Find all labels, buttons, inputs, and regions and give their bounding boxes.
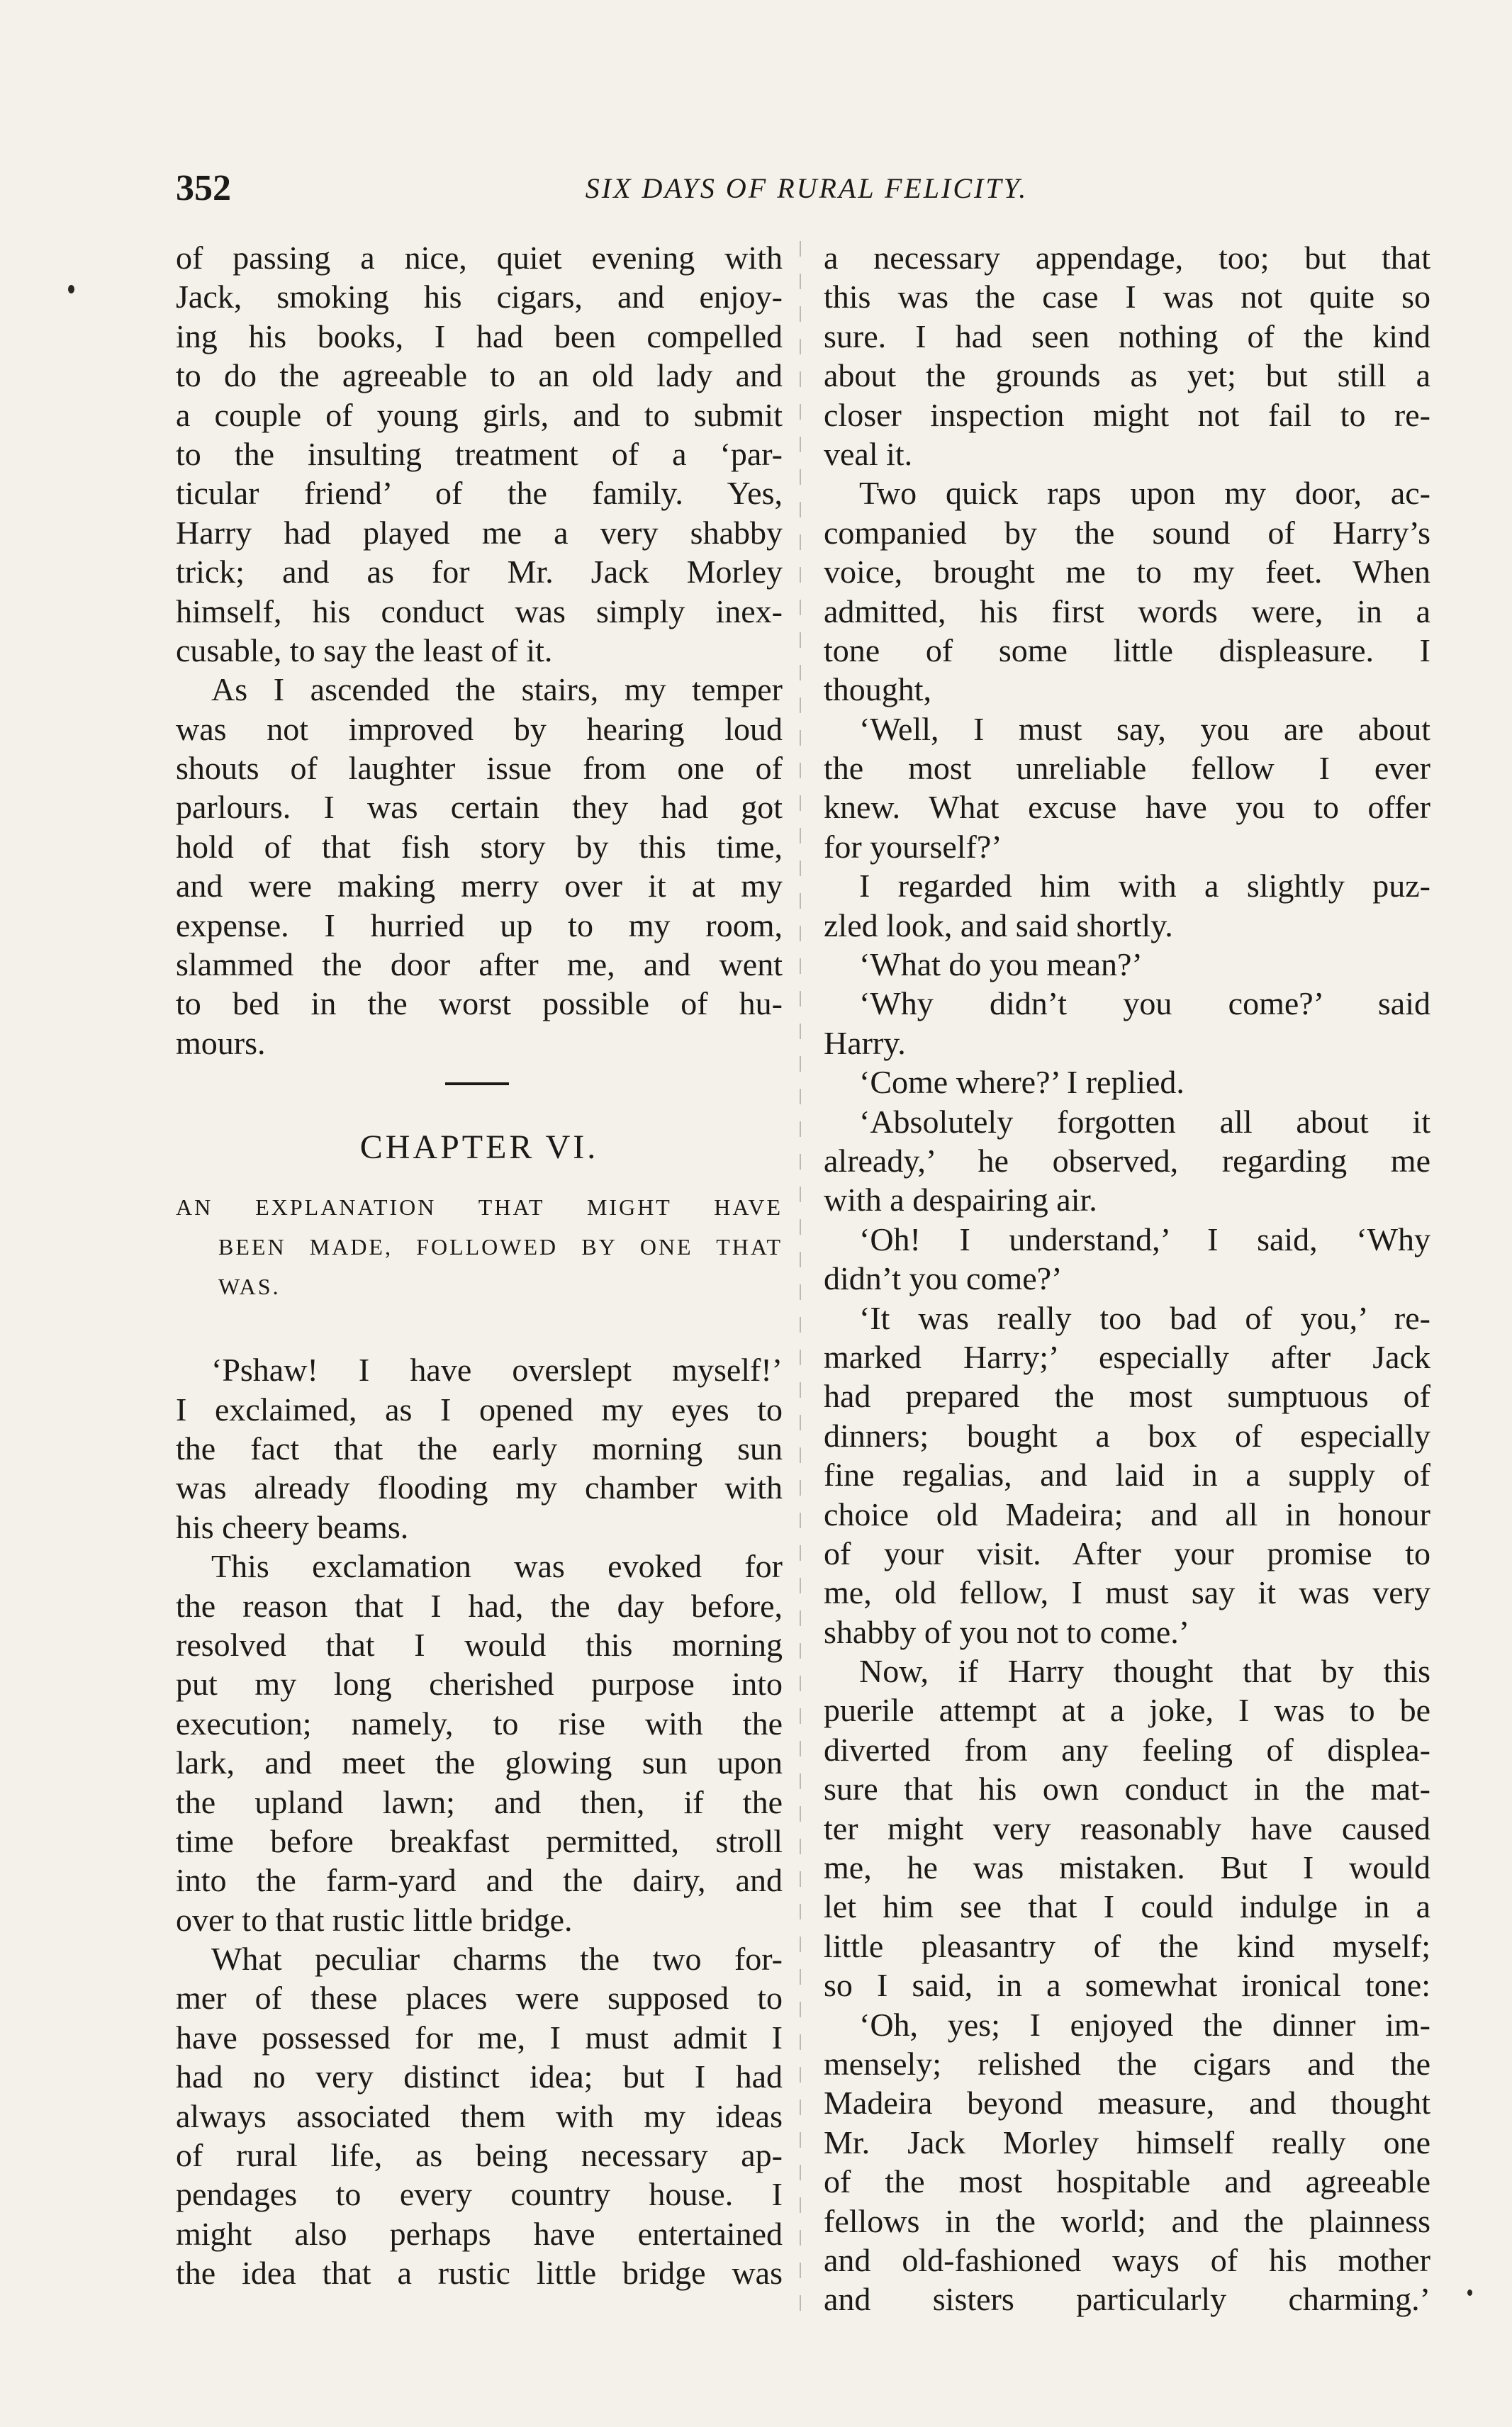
text-line: the upland lawn; and then, if the (176, 1783, 783, 1820)
text-line: put my long cherished purpose into (176, 1666, 783, 1703)
paragraph (824, 238, 1430, 473)
text-line: cusable, to say the least of it. (176, 632, 553, 668)
rule-bar (445, 1082, 509, 1085)
text-line: mours. (176, 1024, 266, 1061)
text-line: to do the agreeable to an old lady and (176, 357, 783, 394)
text-line: sure that his own conduct in the mat- (824, 1771, 1430, 1807)
text-line: of your visit. After your promise to (824, 1535, 1430, 1571)
page-number: 352 (176, 168, 231, 208)
paragraph (176, 238, 783, 670)
text-line: the idea that a rustic little bridge was (176, 2255, 783, 2292)
text-line: of passing a nice, quiet evening with (176, 240, 783, 276)
text-line: shabby of you not to come.’ (824, 1613, 1190, 1650)
text-line: mensely; relished the cigars and the (824, 2045, 1430, 2082)
text-line: the most unreliable fellow I ever (824, 750, 1430, 787)
text-line: with a despairing air. (824, 1182, 1097, 1218)
text-line: and sisters particularly charming.’ (824, 2281, 1430, 2318)
text-line: and old-fashioned ways of his mother (824, 2241, 1430, 2278)
text-line: choice old Madeira; and all in honour (824, 1496, 1430, 1532)
text-line: This exclamation was evoked for (211, 1548, 783, 1585)
text-line: about the grounds as yet; but still a (824, 357, 1430, 394)
text-line: of the most hospitable and agreeable (824, 2163, 1430, 2200)
text-line: ‘Oh, yes; I enjoyed the dinner im- (859, 2006, 1430, 2043)
text-line: had prepared the most sumptuous of (824, 1378, 1430, 1415)
text-line: ‘Absolutely forgotten all about it (859, 1103, 1430, 1140)
text-line: his cheery beams. (176, 1508, 409, 1545)
text-line: always associated them with my ideas (176, 2097, 783, 2134)
text-line: of rural life, as being necessary ap- (176, 2137, 783, 2174)
text-line: for yourself?’ (824, 828, 1002, 865)
text-line: had no very distinct idea; but I had (176, 2058, 783, 2095)
text-line: Mr. Jack Morley himself really one (824, 2124, 1430, 2160)
text-line: Madeira beyond measure, and thought (824, 2085, 1430, 2121)
paragraph (824, 1652, 1430, 2005)
text-line: I regarded him with a slightly puz- (859, 868, 1430, 904)
paragraph (824, 710, 1430, 867)
text-line: me, old fellow, I must say it was very (824, 1574, 1430, 1611)
paragraph (176, 1350, 783, 1547)
text-line: shouts of laughter issue from one of (176, 750, 783, 787)
text-line: thought, (824, 671, 932, 708)
text-line: Now, if Harry thought that by this (859, 1653, 1430, 1690)
text-line: ing his books, I had been compelled (176, 318, 783, 354)
paragraph (824, 1063, 1430, 1102)
text-line: zled look, and said shortly. (824, 907, 1173, 943)
subheading-line: WAS. (218, 1274, 281, 1300)
paragraph (176, 1939, 783, 2293)
text-line: ‘Pshaw! I have overslept myself!’ (211, 1352, 783, 1389)
text-line: might also perhaps have entertained (176, 2215, 783, 2252)
text-line: ‘Well, I must say, you are about (859, 710, 1430, 747)
chapter-subheading (176, 1187, 783, 1306)
text-line: the reason that I had, the day before, (176, 1587, 783, 1624)
section-rule (176, 1063, 783, 1102)
ink-speck (1467, 2289, 1472, 2296)
text-line: to the insulting treatment of a ‘par- (176, 435, 783, 472)
paragraph (824, 2005, 1430, 2319)
text-line: Two quick raps upon my door, ac- (859, 475, 1430, 512)
text-line: this was the case I was not quite so (824, 279, 1430, 315)
text-line: dinners; bought a box of especially (824, 1417, 1430, 1454)
text-line: fine regalias, and laid in a supply of (824, 1457, 1430, 1493)
text-line: fellows in the world; and the plainness (824, 2202, 1430, 2239)
paragraph (824, 984, 1430, 1063)
text-line: diverted from any feeling of displea- (824, 1731, 1430, 1768)
paragraph (824, 473, 1430, 709)
text-line: hold of that fish story by this time, (176, 828, 783, 865)
text-line: was not improved by hearing loud (176, 710, 783, 747)
text-line: trick; and as for Mr. Jack Morley (176, 554, 783, 590)
text-line: already,’ he observed, regarding me (824, 1142, 1430, 1179)
text-line: closer inspection might not fail to re- (824, 396, 1430, 433)
text-line: lark, and meet the glowing sun upon (176, 1744, 783, 1781)
text-line: ter might very reasonably have caused (824, 1810, 1430, 1846)
text-line: little pleasantry of the kind myself; (824, 1927, 1430, 1964)
text-line: a necessary appendage, too; but that (824, 240, 1430, 276)
text-line: knew. What excuse have you to offer (824, 789, 1430, 826)
text-line: What peculiar charms the two for- (211, 1941, 783, 1978)
text-line: over to that rustic little bridge. (176, 1901, 573, 1938)
chapter-heading: CHAPTER VI. (359, 1128, 599, 1167)
text-line: ‘Come where?’ I replied. (859, 1064, 1185, 1101)
paragraph (824, 866, 1430, 945)
text-line: time before breakfast permitted, stroll (176, 1822, 783, 1859)
spacer (176, 1306, 783, 1350)
paragraph (176, 670, 783, 1063)
paragraph (824, 1220, 1430, 1299)
ink-speck (68, 285, 74, 293)
text-line: me, he was mistaken. But I would (824, 1849, 1430, 1886)
column-divider (800, 241, 801, 2311)
paragraph (176, 1547, 783, 1939)
running-header (176, 167, 1438, 217)
text-line: into the farm-yard and the dairy, and (176, 1862, 783, 1899)
text-line: himself, his conduct was simply inex- (176, 593, 783, 629)
text-line: admitted, his first words were, in a (824, 593, 1430, 629)
text-line: execution; namely, to rise with the (176, 1705, 783, 1742)
text-line: slammed the door after me, and went (176, 946, 783, 983)
text-line: ticular friend’ of the family. Yes, (176, 475, 783, 512)
text-line: tone of some little displeasure. I (824, 632, 1430, 668)
text-line: companied by the sound of Harry’s (824, 514, 1430, 551)
text-line: didn’t you come?’ (824, 1260, 1063, 1297)
text-line: ‘It was really too bad of you,’ re- (859, 1299, 1430, 1336)
paragraph (824, 1299, 1430, 1652)
paragraph (824, 1102, 1430, 1220)
text-line: a couple of young girls, and to submit (176, 396, 783, 433)
text-line: As I ascended the stairs, my temper (211, 671, 783, 708)
text-line: voice, brought me to my feet. When (824, 554, 1430, 590)
text-line: Harry had played me a very shabby (176, 514, 783, 551)
text-line: ‘Why didn’t you come?’ said (859, 985, 1430, 1022)
text-line: to bed in the worst possible of hu- (176, 985, 783, 1022)
text-line: pendages to every country house. I (176, 2176, 783, 2213)
text-line: mer of these places were supposed to (176, 1980, 783, 2017)
text-line: puerile attempt at a joke, I was to be (824, 1692, 1430, 1729)
right-column (824, 238, 1430, 2319)
text-line: Harry. (824, 1024, 906, 1061)
left-column (176, 238, 783, 2293)
text-line: and were making merry over it at my (176, 868, 783, 904)
text-line: parlours. I was certain they had got (176, 789, 783, 826)
text-line: the fact that the early morning sun (176, 1430, 783, 1467)
text-line: have possessed for me, I must admit I (176, 2019, 783, 2056)
text-line: I exclaimed, as I opened my eyes to (176, 1391, 783, 1428)
text-line: ‘What do you mean?’ (859, 946, 1143, 983)
text-line: so I said, in a somewhat ironical tone: (824, 1967, 1430, 2004)
text-line: Jack, smoking his cigars, and enjoy- (176, 279, 783, 315)
running-title: SIX DAYS OF RURAL FELICITY. (585, 172, 1029, 204)
text-line: expense. I hurried up to my room, (176, 907, 783, 943)
text-line: let him see that I could indulge in a (824, 1888, 1430, 1925)
text-line: resolved that I would this morning (176, 1626, 783, 1663)
text-line: sure. I had seen nothing of the kind (824, 318, 1430, 354)
paragraph (824, 945, 1430, 984)
text-line: veal it. (824, 435, 913, 472)
text-line: was already flooding my chamber with (176, 1469, 783, 1506)
text-line: marked Harry;’ especially after Jack (824, 1338, 1430, 1375)
subheading-line: BEEN MADE, FOLLOWED BY ONE THAT (218, 1234, 783, 1260)
text-line: ‘Oh! I understand,’ I said, ‘Why (859, 1221, 1430, 1257)
subheading-line: AN EXPLANATION THAT MIGHT HAVE (176, 1194, 783, 1221)
